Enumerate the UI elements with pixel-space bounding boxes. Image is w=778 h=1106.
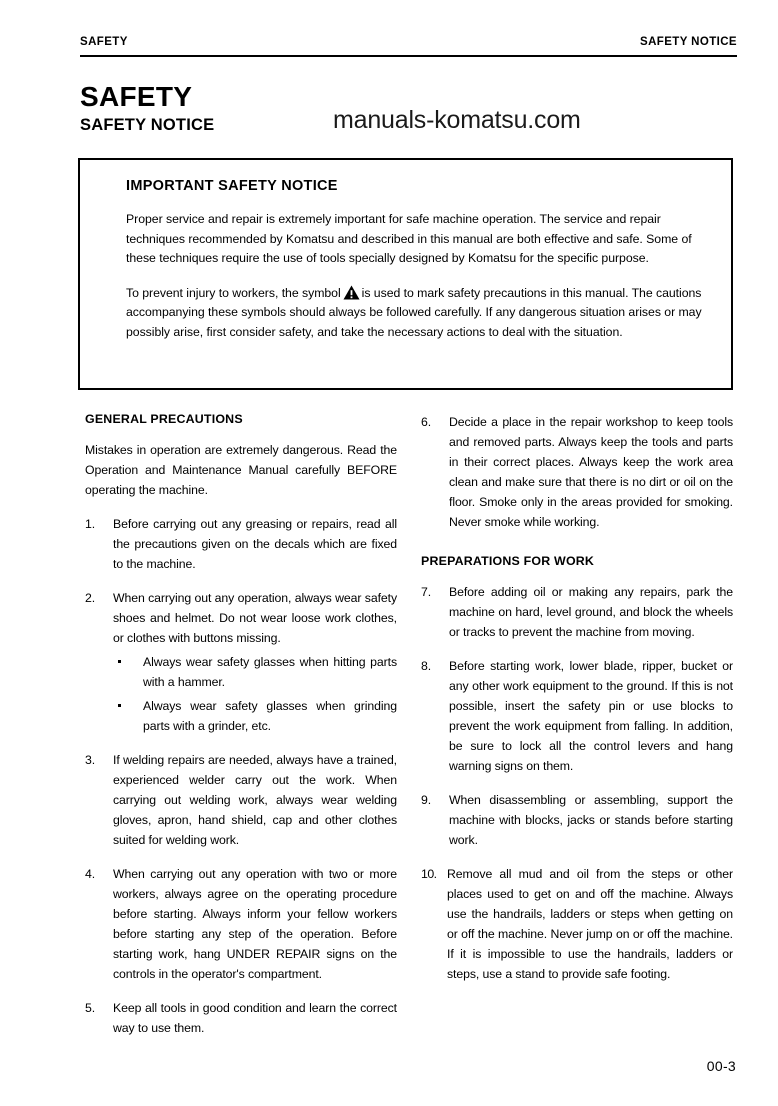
notice-paragraph-2-before: To prevent injury to workers, the symbol xyxy=(126,285,341,300)
important-safety-notice-box xyxy=(78,158,733,390)
list-item-text: Before carrying out any greasing or repairs, read all the precautions given on the decals which are fixed to the machine. xyxy=(113,517,397,571)
list-item xyxy=(113,652,397,692)
list-item xyxy=(113,696,397,736)
list-item-text: If welding repairs are needed, always have a trained, experienced welder carry out the work. When carrying out welding work, always wear welding gloves, apron, hand shield, cap and other clothes suited for welding work. xyxy=(113,753,397,847)
list-item xyxy=(421,864,733,984)
page-subtitle: SAFETY NOTICE xyxy=(80,116,215,135)
watermark-text: manuals-komatsu.com xyxy=(333,106,581,134)
bullet-dot-icon xyxy=(118,660,121,663)
warning-triangle-icon xyxy=(343,285,360,300)
header-rule xyxy=(80,55,737,57)
section-heading-preparations-for-work: PREPARATIONS FOR WORK xyxy=(421,554,595,568)
list-item xyxy=(85,998,397,1038)
header-right-label: SAFETY NOTICE xyxy=(640,36,737,48)
list-item-text: When disassembling or assembling, support the machine with blocks, jacks or stands before starting work. xyxy=(449,793,733,847)
list-item xyxy=(421,412,733,532)
notice-paragraph-2-after: is used to mark safety precautions in this manual. The cautions accompanying these symbols should always be followed carefully. If any dangerous situation arises or may possibly arise, first consider safety, and take the necessary actions to deal with the situation. xyxy=(126,285,702,339)
list-item-number: 6. xyxy=(421,415,432,429)
page-number: 00-3 xyxy=(706,1058,736,1074)
list-item-text: Always wear safety glasses when hitting parts with a hammer. xyxy=(143,655,397,689)
list-item-text: Remove all mud and oil from the steps or other places used to get on and off the machine. Always use the handrails, ladders or steps when getting on or off the machine. Never jump on or off the machine. If it is impossible to use the handrails, ladders or steps, use a stand to provide safe footing. xyxy=(447,867,733,981)
list-item-number: 1. xyxy=(85,517,96,531)
bullet-dot-icon xyxy=(118,704,121,707)
list-item xyxy=(421,790,733,850)
list-item xyxy=(421,582,733,642)
section-heading-general-precautions: GENERAL PRECAUTIONS xyxy=(85,412,243,426)
general-precautions-lead: Mistakes in operation are extremely dangerous. Read the Operation and Maintenance Manual carefully BEFORE operating the machine. xyxy=(85,443,397,497)
list-item-text: Always wear safety glasses when grinding parts with a grinder, etc. xyxy=(143,699,397,733)
list-item-text: Keep all tools in good condition and learn the correct way to use them. xyxy=(113,1001,397,1035)
sub-bullet-list xyxy=(113,652,397,736)
list-item xyxy=(85,864,397,984)
notice-paragraph-2 xyxy=(126,284,707,343)
list-item-number: 10. xyxy=(421,867,437,881)
list-item-text: Decide a place in the repair workshop to keep tools and removed parts. Always keep the tools and parts in their correct places. Always keep the work area clean and make sure that there is no dirt or oil on the floor. Smoke only in the areas provided for smoking. Never smoke while working. xyxy=(449,415,733,529)
list-item-number: 3. xyxy=(85,753,96,767)
list-item-text: Before adding oil or making any repairs, park the machine on hard, level ground, and block the wheels or tracks to prevent the machine from moving. xyxy=(449,585,733,639)
notice-title: IMPORTANT SAFETY NOTICE xyxy=(126,178,338,194)
running-header xyxy=(80,36,737,62)
general-precautions-list-continued xyxy=(421,412,733,532)
header-left-label: SAFETY xyxy=(80,36,128,48)
list-item xyxy=(421,656,733,776)
notice-paragraph-1: Proper service and repair is extremely important for safe machine operation. The service and repair techniques recommended by Komatsu and described in this manual are both effective and safe. Some of these techniques require the use of tools specially designed by Komatsu for the specific purpose. xyxy=(126,212,692,265)
page-title: SAFETY xyxy=(80,81,193,112)
list-item-text: Before starting work, lower blade, ripper, bucket or any other work equipment to the ground. If this is not possible, insert the safety pin or use blocks to prevent the work equipment from falling. In addition, be sure to lock all the control levers and hang warning signs on them. xyxy=(449,659,733,773)
list-item-number: 7. xyxy=(421,585,432,599)
preparations-for-work-list xyxy=(421,582,733,984)
right-column xyxy=(421,412,733,998)
list-item-number: 2. xyxy=(85,591,96,605)
list-item xyxy=(85,588,397,736)
list-item-number: 9. xyxy=(421,793,432,807)
title-block xyxy=(80,82,214,135)
list-item-number: 8. xyxy=(421,659,432,673)
list-item-number: 4. xyxy=(85,867,96,881)
list-item-text: When carrying out any operation, always wear safety shoes and helmet. Do not wear loose work clothes, or clothes with buttons missing. xyxy=(113,591,397,645)
left-column xyxy=(85,412,397,1052)
list-item-number: 5. xyxy=(85,1001,96,1015)
list-item xyxy=(85,750,397,850)
list-item-text: When carrying out any operation with two or more workers, always agree on the operating procedure before starting. Always inform your fellow workers before starting any step of the operation. Before starting work, hang UNDER REPAIR signs on the controls in the operator's compartment. xyxy=(113,867,397,981)
list-item xyxy=(85,514,397,574)
general-precautions-list xyxy=(85,514,397,1038)
